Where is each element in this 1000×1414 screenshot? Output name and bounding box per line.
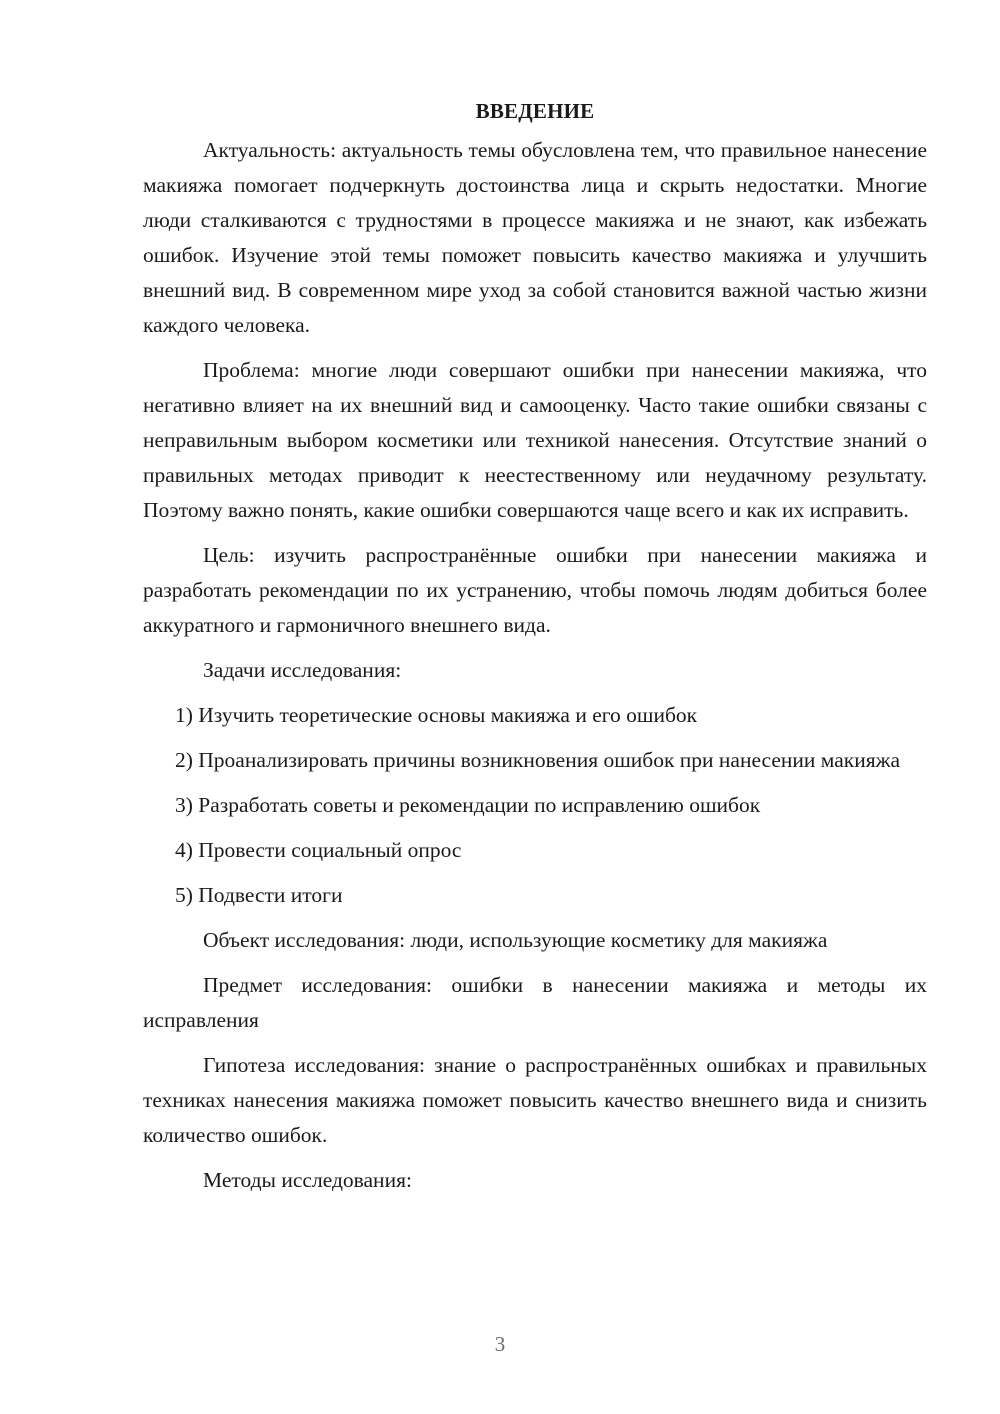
page-title: ВВЕДЕНИЕ [475,99,595,123]
paragraph-subject: Предмет исследования: ошибки в нанесении макияжа и методы их исправления [143,973,927,1032]
task-item-2: 2) Проанализировать причины возникновения ошибок при нанесении макияжа [175,748,901,772]
methods-heading: Методы исследования: [203,1168,412,1192]
tasks-heading: Задачи исследования: [203,658,402,682]
paragraph-relevance: Актуальность: актуальность темы обусловлена тем, что правильное нанесение макияжа помогает подчеркнуть достоинства лица и скрыть недостатки. Многие люди сталкиваются с трудностями в процессе макияжа и не знают, как избежать ошибок. Изучение этой темы поможет повысить качество макияжа и улучшить внешний вид. В современном мире уход за собой становится важной частью жизни каждого человека. [143,138,927,337]
page-content [143,94,927,1208]
task-item-5: 5) Подвести итоги [175,883,343,907]
task-item-3: 3) Разработать советы и рекомендации по исправлению ошибок [175,793,761,817]
page-number: 3 [494,1332,506,1356]
paragraph-goal: Цель: изучить распространённые ошибки при нанесении макияжа и разработать рекомендации по их устранению, чтобы помочь людям добиться более аккуратного и гармоничного внешнего вида. [143,543,927,637]
paragraph-problem: Проблема: многие люди совершают ошибки при нанесении макияжа, что негативно влияет на их внешний вид и самооценку. Часто такие ошибки связаны с неправильным выбором косметики или техникой нанесения. Отсутствие знаний о правильных методах приводит к неестественному или неудачному результату. Поэтому важно понять, какие ошибки совершаются чаще всего и как их исправить. [143,358,927,522]
task-item-1: 1) Изучить теоретические основы макияжа и его ошибок [175,703,698,727]
task-item-4: 4) Провести социальный опрос [175,838,462,862]
paragraph-object: Объект исследования: люди, использующие косметику для макияжа [203,928,828,952]
paragraph-hypothesis: Гипотеза исследования: знание о распространённых ошибках и правильных техниках нанесения макияжа поможет повысить качество внешнего вида и снизить количество ошибок. [143,1053,927,1147]
